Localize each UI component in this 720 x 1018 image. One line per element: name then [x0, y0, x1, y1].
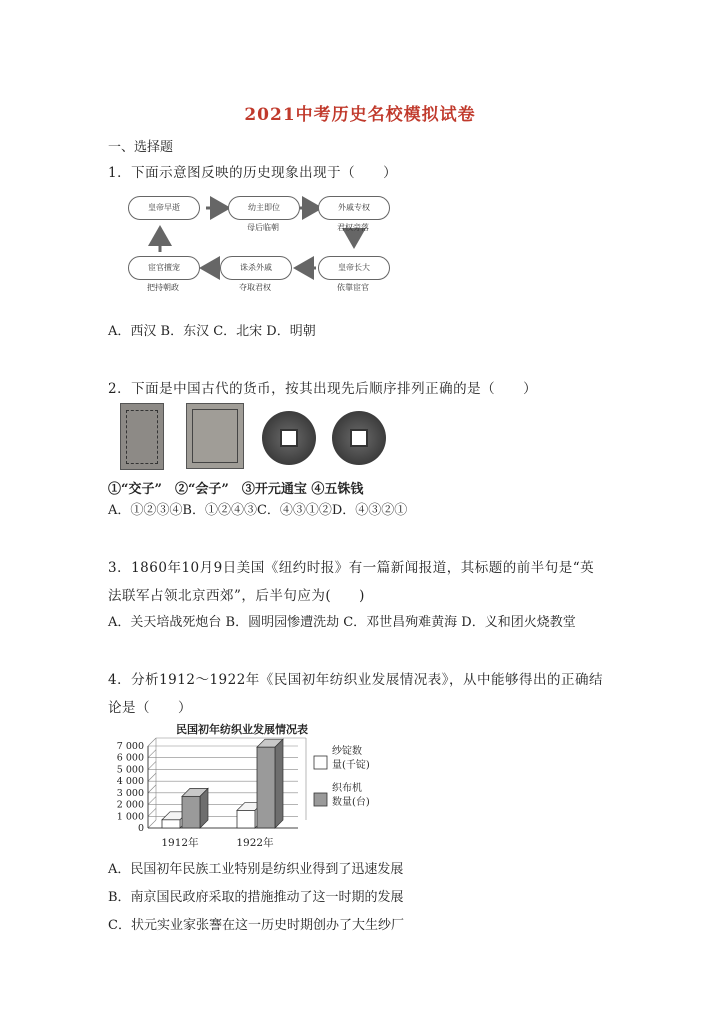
question-4-line1: 4．分析1912～1922年《民国初年纺织业发展情况表》，从中能够得出的正确结 — [108, 672, 604, 688]
question-2-stem: 2．下面是中国古代的货币，按其出现先后顺序排列正确的是（ ） — [108, 381, 538, 397]
node-emperor-dies: 皇帝早逝 — [128, 196, 200, 220]
bar — [162, 820, 180, 828]
bar — [182, 796, 200, 828]
x-tick-label: 1922年 — [236, 837, 274, 849]
node-emperor-grows: 皇帝长大 — [318, 256, 390, 280]
y-tick-label: 2 000 — [116, 799, 144, 811]
node-kill-relatives-sub: 夺取君权 — [239, 283, 271, 292]
chart-legend — [314, 744, 370, 808]
grid-line-depth — [148, 750, 156, 758]
section-heading: 一、选择题 — [108, 140, 174, 155]
node-relatives-power-sub: 君权旁落 — [337, 223, 369, 232]
chart-y-ticks — [117, 741, 144, 834]
huizi-note-image — [186, 403, 244, 469]
question-4-option-b: B．南京国民政府采取的措施推动了这一时期的发展 — [108, 890, 404, 905]
question-2-caption: ①“交子” ②“会子” ③开元通宝 ④五铢钱 — [108, 482, 364, 497]
question-3-line2: 法联军占领北京西郊”，后半句应为( ) — [108, 588, 365, 604]
question-1-options: A．西汉 B．东汉 C．北宋 D．明朝 — [108, 324, 316, 339]
node-young-emperor-sub: 母后临朝 — [247, 223, 279, 232]
bar — [257, 747, 275, 828]
bar — [237, 810, 255, 828]
textile-bar-chart — [100, 716, 440, 856]
question-3-options: A．关天培战死炮台 B．圆明园惨遭洗劫 C．邓世昌殉难黄海 D．义和团火烧教堂 — [108, 615, 576, 630]
grid-line-depth — [148, 773, 156, 781]
grid-line-depth — [148, 820, 156, 828]
legend-swatch-spindles — [314, 756, 327, 769]
legend-label: 纱锭数 — [332, 746, 362, 757]
grid-line-depth — [148, 738, 156, 746]
node-eunuchs: 宦官擅宠 — [128, 256, 200, 280]
grid-line-depth — [148, 797, 156, 805]
y-tick-label: 4 000 — [116, 776, 144, 788]
chart-title: 民国初年纺织业发展情况表 — [176, 723, 308, 736]
chart-bars — [162, 739, 283, 828]
question-1-stem: 1．下面示意图反映的历史现象出现于（ ） — [108, 165, 398, 181]
node-young-emperor: 幼主即位 — [228, 196, 300, 220]
chart-x-ticks — [161, 836, 274, 849]
kaiyuan-coin-image — [262, 411, 316, 465]
question-2-options: A．①②③④B．①②④③C．④③①②D．④③②① — [108, 503, 408, 518]
page-title: 2021中考历史名校模拟试卷 — [244, 105, 476, 125]
y-tick-label: 3 000 — [116, 787, 144, 799]
node-kill-relatives: 诛杀外戚 — [220, 256, 292, 280]
question-4-option-a: A．民国初年民族工业特别是纺织业得到了迅速发展 — [108, 862, 404, 877]
jiaozi-note-image — [120, 403, 164, 470]
grid-line-depth — [148, 785, 156, 793]
question-4-option-c: C．状元实业家张謇在这一历史时期创办了大生纱厂 — [108, 918, 404, 933]
grid-line-depth — [148, 808, 156, 816]
y-tick-label: 1 000 — [116, 811, 144, 823]
question-4-line2: 论是（ ） — [108, 700, 192, 716]
y-tick-label: 6 000 — [116, 752, 144, 764]
y-tick-label: 7 000 — [116, 741, 144, 752]
x-tick-label: 1912年 — [161, 837, 199, 849]
node-emperor-grows-sub: 依靠宦官 — [337, 283, 369, 292]
legend-swatch-looms — [314, 793, 327, 806]
wuzhu-coin-image — [332, 411, 386, 465]
legend-label: 量(千锭) — [332, 760, 370, 771]
y-tick-label: 5 000 — [116, 764, 144, 776]
legend-label: 织布机 — [332, 783, 362, 794]
legend-label: 数量(台) — [332, 797, 370, 808]
bar-side — [275, 739, 283, 828]
grid-line-depth — [148, 761, 156, 769]
question-3-line1: 3．1860年10月9日美国《纽约时报》有一篇新闻报道，其标题的前半句是“英 — [108, 560, 595, 576]
q1-flow-diagram — [120, 188, 390, 298]
y-tick-label: 0 — [137, 823, 144, 834]
node-eunuchs-sub: 把持朝政 — [147, 283, 179, 292]
node-relatives-power: 外戚专权 — [318, 196, 390, 220]
